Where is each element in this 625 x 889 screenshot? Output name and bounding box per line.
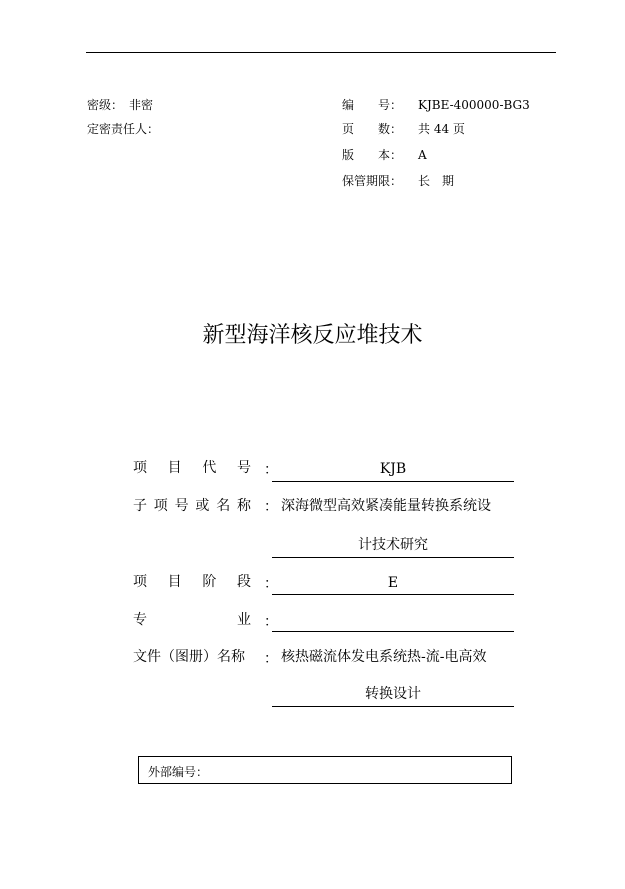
colon: ： (264, 651, 278, 667)
stage-label (133, 573, 251, 591)
label-char: 业 (237, 612, 251, 628)
label-char: 段 (236, 574, 251, 590)
label-char: 代 (202, 460, 217, 476)
sub-item-underline (272, 557, 514, 558)
label-char: 项 (133, 574, 147, 590)
label-char: 称 (236, 498, 251, 514)
label-char: 目 (167, 574, 182, 590)
label-char: 或 (195, 498, 210, 514)
label-char: 号 (174, 498, 189, 514)
secrecy-label: 密级： (87, 98, 124, 112)
secrecy-row (87, 98, 153, 112)
file-name-value-line2: 转换设计 (365, 686, 421, 702)
project-code-underline (272, 481, 514, 482)
colon: ： (264, 462, 278, 478)
pages-value: 共 44 页 (418, 122, 465, 136)
sub-item-label (133, 497, 251, 515)
label-char: 专 (133, 612, 147, 628)
sub-item-value-line2: 计技术研究 (358, 537, 428, 553)
stage-underline (272, 594, 514, 595)
pages-label: 页 数： (342, 122, 403, 136)
file-name-underline (272, 706, 514, 707)
stage-value: E (387, 575, 399, 591)
colon: ： (264, 576, 278, 592)
retention-value: 长 期 (418, 174, 455, 188)
label-char: 阶 (202, 574, 217, 590)
external-number-label: 外部编号： (148, 765, 209, 779)
label-char: 子 (133, 498, 147, 514)
number-value: KJBE-400000-BG3 (418, 98, 530, 112)
file-name-value-line1: 核热磁流体发电系统热-流-电高效 (281, 649, 487, 665)
label-char: 目 (167, 460, 182, 476)
top-rule (86, 52, 556, 53)
owner-label: 定密责任人： (87, 122, 160, 136)
external-number-box (138, 756, 512, 784)
colon: ： (264, 614, 278, 630)
label-char: 号 (236, 460, 251, 476)
project-code-value: KJB (379, 461, 407, 477)
version-label: 版 本： (342, 148, 403, 162)
major-underline (272, 631, 514, 632)
sub-item-value-line1: 深海微型高效紧凑能量转换系统设 (281, 498, 491, 514)
version-value: A (418, 148, 427, 162)
retention-label: 保管期限： (342, 174, 403, 188)
number-label: 编 号： (342, 98, 403, 112)
secrecy-value: 非密 (129, 98, 154, 112)
project-code-label (133, 459, 251, 477)
label-char: 项 (153, 498, 168, 514)
file-name-label: 文件（图册）名称 (133, 649, 245, 665)
document-title: 新型海洋核反应堆技术 (202, 323, 423, 348)
colon: ： (264, 499, 278, 515)
label-char: 项 (133, 460, 147, 476)
label-char: 名 (216, 498, 231, 514)
major-label (133, 611, 251, 629)
